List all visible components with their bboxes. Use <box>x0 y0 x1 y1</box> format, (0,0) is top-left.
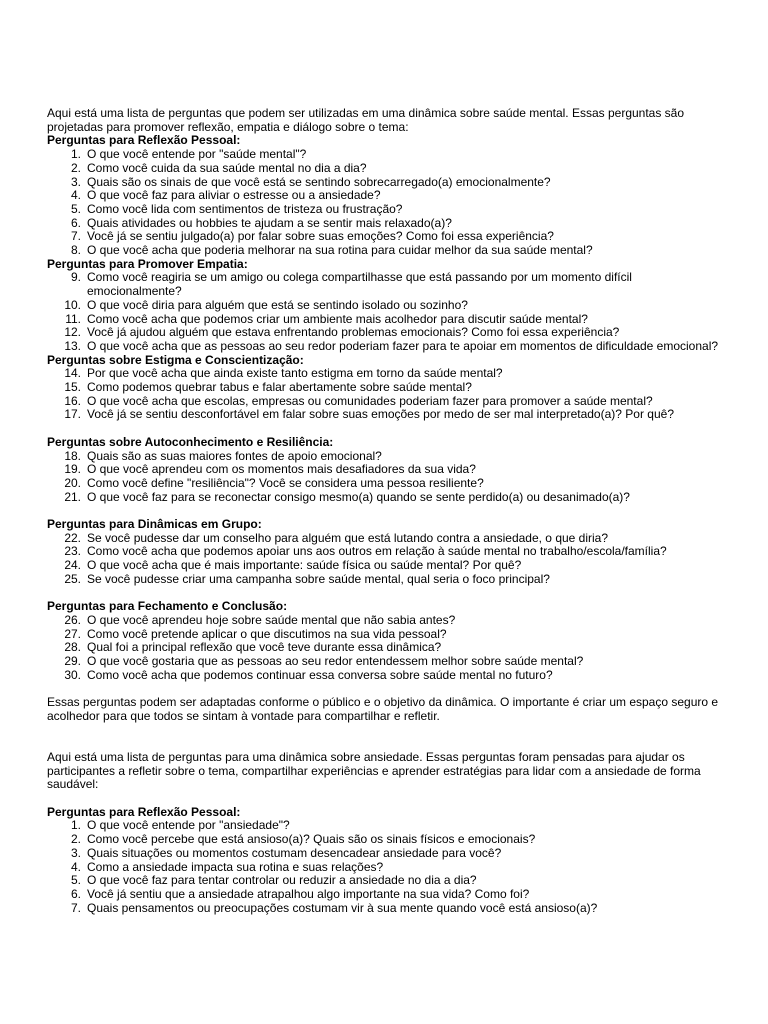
list-item <box>47 833 728 847</box>
list-item <box>47 874 728 888</box>
list-item <box>47 176 728 190</box>
item-text: Qual foi a principal reflexão que você teve durante essa dinâmica? <box>87 640 442 655</box>
question-list <box>47 532 728 587</box>
item-text: O que você faz para aliviar o estresse ou a ansiedade? <box>87 188 381 203</box>
list-item <box>47 203 728 217</box>
list-item <box>47 244 728 258</box>
item-number: 2. <box>70 160 81 175</box>
item-number: 14. <box>64 366 81 381</box>
item-number: 6. <box>70 215 81 230</box>
item-text: Quais atividades ou hobbies te ajudam a se sentir mais relaxado(a)? <box>87 215 452 230</box>
list-item <box>47 148 728 162</box>
item-text: Como você cuida da sua saúde mental no dia a dia? <box>87 160 367 175</box>
question-list <box>47 148 728 258</box>
item-text: Como você acha que podemos apoiar uns aos outros em relação à saúde mental no trabalho/escola/família? <box>87 544 667 559</box>
item-number: 6. <box>70 886 81 901</box>
item-text: O que você entende por "ansiedade"? <box>87 818 290 833</box>
item-text: Quais são as suas maiores fontes de apoio emocional? <box>87 448 382 463</box>
list-item <box>47 847 728 861</box>
item-number: 7. <box>70 229 81 244</box>
list-item <box>47 669 728 683</box>
item-text: O que você gostaria que as pessoas ao seu redor entendessem melhor sobre saúde mental? <box>87 654 584 669</box>
item-text: Se você pudesse criar uma campanha sobre saúde mental, qual seria o foco principal? <box>87 571 550 586</box>
list-item <box>47 491 728 505</box>
list-item <box>47 299 728 313</box>
item-number: 2. <box>70 832 81 847</box>
item-number: 3. <box>70 174 81 189</box>
list-item <box>47 408 728 422</box>
item-number: 15. <box>64 380 81 395</box>
item-text: O que você entende por "saúde mental"? <box>87 147 307 162</box>
list-item <box>47 573 728 587</box>
item-text: Por que você acha que ainda existe tanto estigma em torno da saúde mental? <box>87 366 503 381</box>
list-item <box>47 559 728 573</box>
section-heading: Perguntas para Reflexão Pessoal: <box>47 804 241 819</box>
list-item <box>47 395 728 409</box>
item-text: Como podemos quebrar tabus e falar abertamente sobre saúde mental? <box>87 380 472 395</box>
item-text: O que você acha que poderia melhorar na sua rotina para cuidar melhor da sua saúde mental? <box>87 243 593 258</box>
item-text: O que você aprendeu com os momentos mais desafiadores da sua vida? <box>87 462 476 477</box>
item-number: 25. <box>64 571 81 586</box>
item-text: Como você acha que podemos criar um ambiente mais acolhedor para discutir saúde mental? <box>87 311 588 326</box>
list-item <box>47 628 728 642</box>
question-list <box>47 614 728 683</box>
item-number: 18. <box>64 448 81 463</box>
item-number: 5. <box>70 201 81 216</box>
item-number: 9. <box>70 270 81 285</box>
intro-paragraph: Aqui está uma lista de perguntas que podem ser utilizadas em uma dinâmica sobre saúde mental. Essas perguntas são projetadas para promover reflexão, empatia e diálogo sobre o tema: <box>47 106 685 134</box>
item-number: 20. <box>64 475 81 490</box>
item-text: O que você aprendeu hoje sobre saúde mental que não sabia antes? <box>87 612 456 627</box>
question-list <box>47 819 728 915</box>
list-item <box>47 463 728 477</box>
item-number: 1. <box>70 147 81 162</box>
list-item <box>47 230 728 244</box>
list-item <box>47 861 728 875</box>
item-number: 24. <box>64 558 81 573</box>
item-number: 19. <box>64 462 81 477</box>
item-number: 23. <box>64 544 81 559</box>
item-text: Como a ansiedade impacta sua rotina e suas relações? <box>87 859 384 874</box>
item-number: 27. <box>64 626 81 641</box>
blank-line <box>47 792 728 806</box>
item-text: O que você acha que é mais importante: saúde física ou saúde mental? Por quê? <box>87 558 522 573</box>
blank-line <box>47 724 728 751</box>
item-number: 16. <box>64 393 81 408</box>
list-item <box>47 450 728 464</box>
list-item <box>47 819 728 833</box>
question-list <box>47 271 728 353</box>
item-number: 28. <box>64 640 81 655</box>
item-number: 29. <box>64 654 81 669</box>
question-list <box>47 367 728 422</box>
list-item <box>47 189 728 203</box>
list-item <box>47 367 728 381</box>
item-number: 8. <box>70 243 81 258</box>
list-item <box>47 340 728 354</box>
item-number: 12. <box>64 325 81 340</box>
list-item <box>47 162 728 176</box>
item-text: Se você pudesse dar um conselho para alguém que está lutando contra a ansiedade, o que diria? <box>87 530 609 545</box>
intro-paragraph: Aqui está uma lista de perguntas para uma dinâmica sobre ansiedade. Essas perguntas foram pensadas para ajudar os participantes a refletir sobre o tema, compartilhar experiências e aprender estratégias para lidar com a ansiedade de forma saudável: <box>47 749 701 792</box>
section-heading: Perguntas para Dinâmicas em Grupo: <box>47 517 262 532</box>
item-text: Você já se sentiu julgado(a) por falar sobre suas emoções? Como foi essa experiência? <box>87 229 554 244</box>
list-item <box>47 888 728 902</box>
item-text: O que você acha que as pessoas ao seu redor poderiam fazer para te apoiar em momentos de dificuldade emocional? <box>87 338 719 353</box>
list-item <box>47 545 728 559</box>
item-number: 3. <box>70 845 81 860</box>
list-item <box>47 655 728 669</box>
item-text: Como você define "resiliência"? Você se considera uma pessoa resiliente? <box>87 475 484 490</box>
section-heading: Perguntas sobre Estigma e Conscientização: <box>47 352 304 367</box>
item-text: Como você pretende aplicar o que discutimos na sua vida pessoal? <box>87 626 447 641</box>
item-text: Você já se sentiu desconfortável em falar sobre suas emoções por medo de ser mal interpretado(a)? Por quê? <box>87 407 674 422</box>
item-number: 10. <box>64 297 81 312</box>
list-item <box>47 271 728 298</box>
item-text: O que você diria para alguém que está se sentindo isolado ou sozinho? <box>87 297 468 312</box>
section-heading: Perguntas sobre Autoconhecimento e Resiliência: <box>47 434 334 449</box>
list-item <box>47 641 728 655</box>
blank-line <box>47 422 728 436</box>
item-number: 11. <box>65 311 81 326</box>
item-number: 7. <box>70 900 81 915</box>
list-item <box>47 614 728 628</box>
blank-line <box>47 587 728 601</box>
item-number: 1. <box>70 818 81 833</box>
item-number: 22. <box>64 530 81 545</box>
item-number: 17. <box>64 407 81 422</box>
item-number: 4. <box>70 188 81 203</box>
item-text: Quais são os sinais de que você está se sentindo sobrecarregado(a) emocionalmente? <box>87 174 551 189</box>
question-list <box>47 450 728 505</box>
item-number: 4. <box>70 859 81 874</box>
list-item <box>47 326 728 340</box>
list-item <box>47 532 728 546</box>
list-item <box>47 217 728 231</box>
item-number: 13. <box>64 338 81 353</box>
item-text: Quais situações ou momentos costumam desencadear ansiedade para você? <box>87 845 502 860</box>
item-text: Como você reagiria se um amigo ou colega compartilhasse que está passando por um momento difícil emocionalmente? <box>87 270 632 299</box>
item-number: 26. <box>64 612 81 627</box>
item-number: 30. <box>64 667 81 682</box>
item-text: Como você acha que podemos continuar essa conversa sobre saúde mental no futuro? <box>87 667 553 682</box>
item-text: O que você faz para tentar controlar ou reduzir a ansiedade no dia a dia? <box>87 873 477 888</box>
blank-line <box>47 504 728 518</box>
closing-paragraph: Essas perguntas podem ser adaptadas conforme o público e o objetivo da dinâmica. O importante é criar um espaço seguro e acolhedor para que todos se sintam à vontade para compartilhar e refletir. <box>47 695 719 723</box>
item-text: O que você faz para se reconectar consigo mesmo(a) quando se sente perdido(a) ou desanimado(a)? <box>87 489 630 504</box>
item-number: 5. <box>70 873 81 888</box>
list-item <box>47 381 728 395</box>
section-heading: Perguntas para Reflexão Pessoal: <box>47 133 241 148</box>
section-heading: Perguntas para Fechamento e Conclusão: <box>47 599 288 614</box>
item-text: Você já sentiu que a ansiedade atrapalhou algo importante na sua vida? Como foi? <box>87 886 530 901</box>
blank-line <box>47 682 728 696</box>
item-text: Como você lida com sentimentos de tristeza ou frustração? <box>87 201 403 216</box>
item-number: 21. <box>64 489 81 504</box>
list-item <box>47 313 728 327</box>
item-text: O que você acha que escolas, empresas ou comunidades poderiam fazer para promover a saúde mental? <box>87 393 653 408</box>
item-text: Você já ajudou alguém que estava enfrentando problemas emocionais? Como foi essa experiência? <box>87 325 620 340</box>
item-text: Como você percebe que está ansioso(a)? Quais são os sinais físicos e emocionais? <box>87 832 536 847</box>
list-item <box>47 477 728 491</box>
list-item <box>47 902 728 916</box>
item-text: Quais pensamentos ou preocupações costumam vir à sua mente quando você está ansioso(a)? <box>87 900 598 915</box>
section-heading: Perguntas para Promover Empatia: <box>47 256 248 271</box>
